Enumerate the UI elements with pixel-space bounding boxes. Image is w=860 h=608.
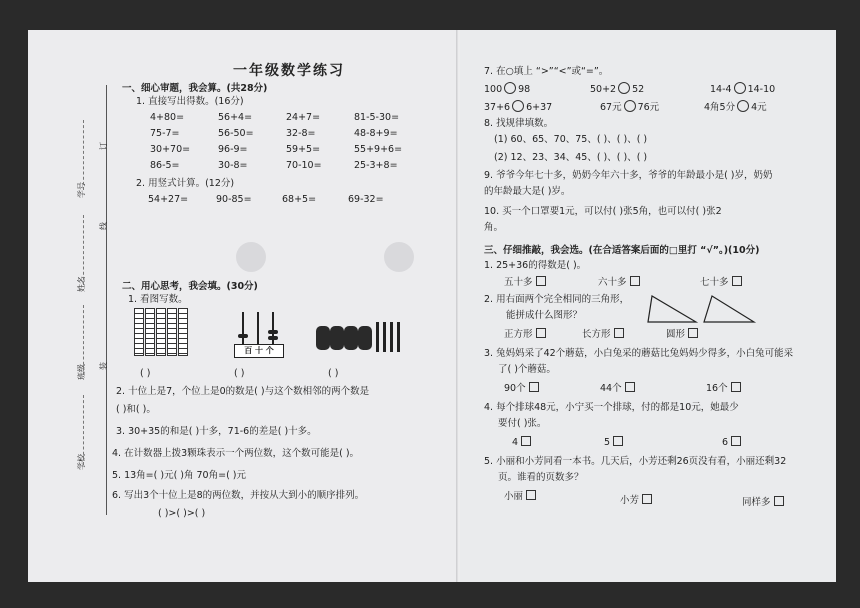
- checkbox[interactable]: [536, 328, 546, 338]
- choice-option[interactable]: 小丽: [504, 490, 536, 503]
- part2-q2: 2. 十位上是7，个位上是0的数是( )与这个数相邻的两个数是: [116, 386, 370, 397]
- class-blank: [83, 305, 84, 375]
- part3-q3: 3. 兔妈妈采了42个蘑菇，小白兔采的蘑菇比兔妈妈少得多，小白兔可能采: [484, 348, 794, 359]
- calc-item: 25-3+8=: [354, 160, 398, 171]
- compare-circle[interactable]: [737, 100, 749, 112]
- part1-q1-label: 1. 直接写出得数。(16分): [136, 96, 244, 107]
- part3-q2: 2. 用右面两个完全相同的三角形，: [484, 294, 630, 305]
- part2-q5: 5. 13角=( )元( )角 70角=( )元: [112, 470, 246, 481]
- part3-q1: 1. 25+36的得数是( )。: [484, 260, 587, 271]
- part1-heading: 一、细心审题，我会算。(共28分): [122, 83, 268, 94]
- compare-item: 14-4 14-10: [710, 84, 776, 95]
- part3-q5: 5. 小丽和小芳同看一本书。几天后，小芳还剩26页没有看，小丽还剩32: [484, 456, 787, 467]
- part2-heading: 二、用心思考，我会填。(30分): [122, 281, 258, 292]
- calc-item: 70-10=: [286, 160, 322, 171]
- figure-answer-blank: ( ): [140, 368, 151, 379]
- checkbox[interactable]: [774, 496, 784, 506]
- part2-q6: 6. 写出3个十位上是8的两位数，并按从大到小的顺序排列。: [112, 490, 365, 501]
- left-page: [28, 30, 458, 582]
- calc-item: 86-5=: [150, 160, 180, 171]
- calc-item: 4+80=: [150, 112, 185, 123]
- choice-option[interactable]: 5: [604, 436, 623, 449]
- choice-option[interactable]: 90个: [504, 382, 539, 395]
- calc-item: 59+5=: [286, 144, 321, 155]
- part3-q5-cont: 页。谁看的页数多？: [498, 472, 584, 483]
- part3-q4-cont: 要付( )张。: [498, 418, 547, 429]
- part2-q3: 3. 30+35的和是( )十多，71-6的差是( )十多。: [116, 426, 317, 437]
- compare-item: 100 98: [484, 84, 531, 95]
- abacus-figure: [234, 312, 282, 358]
- exam-sheet: [28, 30, 836, 582]
- compare-item: 67元 76元: [600, 102, 660, 113]
- checkbox[interactable]: [526, 490, 536, 500]
- q10-cont: 角。: [484, 222, 504, 233]
- choice-option[interactable]: 6: [722, 436, 741, 449]
- vertical-calc-item: 54+27=: [148, 194, 189, 205]
- calc-item: 55+9+6=: [354, 144, 403, 155]
- part3-q2-cont: 能拼成什么图形？: [506, 310, 583, 321]
- calc-item: 96-9=: [218, 144, 248, 155]
- label-name: 姓名: [77, 276, 86, 292]
- checkbox[interactable]: [731, 382, 741, 392]
- q8-pattern-2: (2) 12、23、34、45、( )、( )、( ): [494, 152, 648, 163]
- checkbox[interactable]: [630, 276, 640, 286]
- q9-cont: 的年龄最大是( )岁。: [484, 186, 571, 197]
- stick-bundles-figure: [316, 322, 406, 352]
- right-page: [460, 30, 836, 582]
- name-blank: [83, 215, 84, 285]
- binding-bind: 装: [99, 362, 108, 370]
- checkbox[interactable]: [688, 328, 698, 338]
- calc-item: 32-8=: [286, 128, 316, 139]
- checkbox[interactable]: [613, 436, 623, 446]
- choice-option[interactable]: 4: [512, 436, 531, 449]
- calc-item: 48-8+9=: [354, 128, 398, 139]
- choice-option[interactable]: 圆形: [666, 328, 698, 341]
- checkbox[interactable]: [521, 436, 531, 446]
- checkbox[interactable]: [529, 382, 539, 392]
- checkbox[interactable]: [625, 382, 635, 392]
- exam-title: 一年级数学练习: [233, 63, 345, 79]
- choice-option[interactable]: 小芳: [620, 494, 652, 507]
- compare-circle[interactable]: [734, 82, 746, 94]
- part3-q4: 4. 每个排球48元，小宁买一个排球，付的都是10元，她最少: [484, 402, 739, 413]
- choice-option[interactable]: 七十多: [700, 276, 742, 289]
- calc-item: 30-8=: [218, 160, 248, 171]
- choice-option[interactable]: 正方形: [504, 328, 546, 341]
- checkbox[interactable]: [536, 276, 546, 286]
- q8-pattern-1: (1) 60、65、70、75、( )、( )、( ): [494, 134, 648, 145]
- vertical-calc-item: 68+5=: [282, 194, 317, 205]
- compare-circle[interactable]: [512, 100, 524, 112]
- two-triangles-figure: [646, 294, 758, 324]
- checkbox[interactable]: [732, 276, 742, 286]
- vertical-calc-item: 90-85=: [216, 194, 252, 205]
- q10: 10. 买一个口罩要1元，可以付( )张5角，也可以付( )张2: [484, 206, 722, 217]
- vertical-calc-item: 69-32=: [348, 194, 384, 205]
- compare-circle[interactable]: [618, 82, 630, 94]
- choice-option[interactable]: 五十多: [504, 276, 546, 289]
- choice-option[interactable]: 同样多: [742, 496, 784, 509]
- part3-q3-cont: 了( )个蘑菇。: [498, 364, 556, 375]
- calc-item: 30+70=: [150, 144, 191, 155]
- checkbox[interactable]: [614, 328, 624, 338]
- counting-blocks-figure: [134, 308, 188, 356]
- compare-item: 4角5分 4元: [704, 102, 767, 113]
- q8-label: 8. 找规律填数。: [484, 118, 554, 129]
- q9: 9. 爷爷今年七十多，奶奶今年六十多，爷爷的年龄最小是( )岁，奶奶: [484, 170, 773, 181]
- checkbox[interactable]: [731, 436, 741, 446]
- number-blank: [83, 120, 84, 190]
- calc-item: 81-5-30=: [354, 112, 400, 123]
- choice-option[interactable]: 16个: [706, 382, 741, 395]
- label-class: 班级: [77, 364, 86, 380]
- show-through-mark: [384, 242, 414, 272]
- compare-circle[interactable]: [504, 82, 516, 94]
- q7-label: 7. 在○填上 “>”“<”或“=”。: [484, 66, 609, 77]
- label-number: 学号: [77, 182, 86, 198]
- compare-circle[interactable]: [624, 100, 636, 112]
- part1-q2-label: 2. 用竖式计算。(12分): [136, 178, 235, 189]
- part2-q4: 4. 在计数器上拨3颗珠表示一个两位数，这个数可能是( )。: [112, 448, 360, 459]
- compare-item: 37+6 6+37: [484, 102, 553, 113]
- calc-item: 56-50=: [218, 128, 254, 139]
- school-blank: [83, 395, 84, 465]
- choice-option[interactable]: 长方形: [582, 328, 624, 341]
- binding-line-label: 线: [99, 222, 108, 230]
- binding-seal: 订: [99, 142, 108, 150]
- part3-heading: 三、仔细推敲，我会选。(在合适答案后面的□里打 “√”。)(10分): [484, 245, 760, 256]
- figure-answer-blank: ( ): [234, 368, 245, 379]
- calc-item: 56+4=: [218, 112, 253, 123]
- part2-q2-cont: ( )和( )。: [116, 404, 156, 415]
- checkbox[interactable]: [642, 494, 652, 504]
- abacus-place-labels: 百 十 个: [234, 344, 284, 358]
- show-through-mark: [236, 242, 266, 272]
- calc-item: 24+7=: [286, 112, 321, 123]
- part2-q1-label: 1. 看图写数。: [128, 294, 188, 305]
- choice-option[interactable]: 六十多: [598, 276, 640, 289]
- part2-q6-answer: ( )>( )>( ): [158, 508, 206, 519]
- choice-option[interactable]: 44个: [600, 382, 635, 395]
- figure-answer-blank: ( ): [328, 368, 339, 379]
- compare-item: 50+2 52: [590, 84, 645, 95]
- calc-item: 75-7=: [150, 128, 180, 139]
- label-school: 学校: [77, 454, 86, 470]
